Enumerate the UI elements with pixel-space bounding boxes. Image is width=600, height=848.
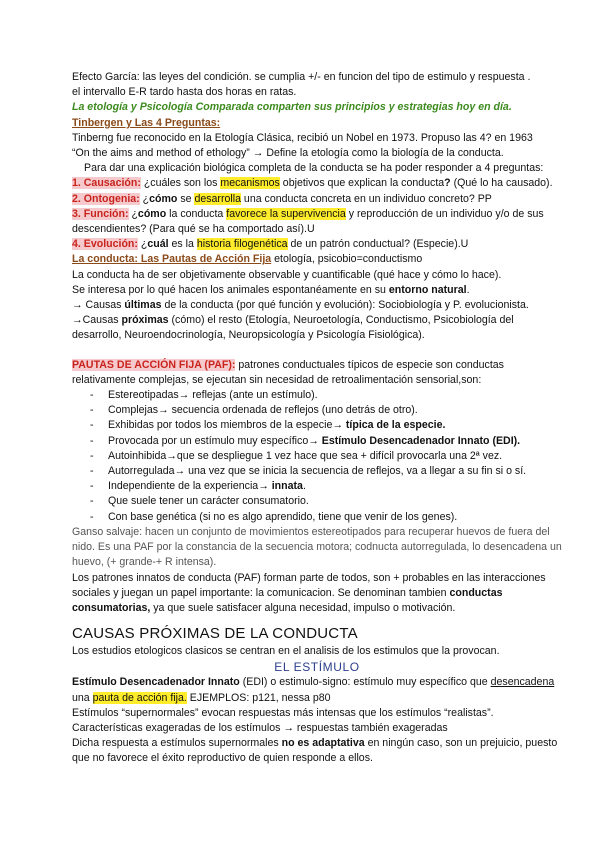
question-evolucion: 4. Evolución: ¿cuál es la historia filogenética de un patrón conductual? (Especie).U [72,238,469,251]
paf-characteristics-list [72,388,562,525]
subheading-estimulo: EL ESTÍMULO [274,660,360,675]
text-line: Características exageradas de los estímulos → respuestas también exageradas [72,721,448,734]
text-paragraph: Dicha respuesta a estímulos supernormales no es adaptativa en ningún caso, son un prejuicio, puesto que no favorece el éxito reproductivo de quien responde a ellos. [72,737,558,765]
text-line: Los estudios etologicos clasicos se centran en el analisis de los estimulos que la provocan. [72,645,500,658]
list-item: - Complejas→ secuencia ordenada de reflejos (uno detrás de otro). [90,403,562,418]
text-line: “On the aims and method of ethology” → Define la etología como la biología de la conducta. [72,147,504,160]
section-heading-causas-proximas: CAUSAS PRÓXIMAS DE LA CONDUCTA [72,625,358,643]
list-item: - Provocada por un estímulo muy específico→ Estímulo Desencadenador Innato (EDI). [90,434,562,449]
text-paragraph: Los patrones innatos de conducta (PAF) forman parte de todos, son + probables en las interacciones sociales y juegan un papel importante: la comunicacion. Se denominan tambien conductas consumatorias, ya que suele satisfacer alguna necesidad, impulso o motivación. [72,571,546,614]
section-heading-conducta: La conducta: Las Pautas de Acción Fija etología, psicobio=conductismo [72,253,423,266]
text-line: Efecto García: las leyes del condición. se cumplia +/- en funcion del tipo de estimulo y respuesta . [72,71,531,83]
text-line: →Causas próximas (cómo) el resto (Etología, Neuroetología, Conductismo, Psicobiología del desarrollo, Neuroendocrinología, Neuropsicología y Psicología Fisiológica). [72,314,514,342]
section-heading-tinbergen: Tinbergen y Las 4 Preguntas: [72,116,221,129]
list-item: - Estereotipadas→ reflejas (ante un estímulo). [90,388,562,403]
list-item: - Independiente de la experiencia→ innata. [90,479,562,494]
list-item: - Autoinhibida→que se despliegue 1 vez hace que sea + difícil provocarla una 2ª vez. [90,449,562,464]
question-ontogenia: 2. Ontogenia: ¿cómo se desarrolla una conducta concreta en un individuo concreto? PP [72,192,492,205]
example-ganso: Ganso salvaje: hacen un conjunto de movimientos estereotipados para recuperar huevos de fuera del nido. Es una PAF por la constancia de la secuencia motora; codnucta autorregulada, lo desencadena un huevo, (+ grande-+ R intensa). [72,525,562,569]
question-causacion: 1. Causación: ¿cuáles son los mecanismos objetivos que explican la conducta? (Qué lo ha causado). [72,177,553,190]
list-item: - Autorregulada→ una vez que se inicia la secuencia de reflejos, va a llegar a su fin si o sí. [90,464,562,479]
paf-definition: PAUTAS DE ACCIÓN FIJA (PAF): patrones conductuales típicos de especie son conductas relativamente complejas, se ejecutan sin necesidad de retroalimentación sensorial,son: [72,358,504,386]
list-item: - Con base genética (si no es algo aprendido, tiene que venir de los genes). [90,510,562,525]
list-item: - Exhibidas por todos los miembros de la especie→ típica de la especie. [90,418,562,433]
document-page [72,70,562,767]
text-line: Estímulos “supernormales” evocan respuestas más intensas que los estímulos “realistas”. [72,706,494,719]
highlight-statement: La etología y Psicología Comparada comparten sus principios y estrategias hoy en día. [72,101,512,114]
text-line: el intervallo E-R tardo hasta dos horas en ratas. [72,86,297,99]
text-line: Se interesa por lo qué hacen los animales espontanéamente en su entorno natural. [72,283,470,296]
list-item: - Que suele tener un carácter consumatorio. [90,494,562,509]
text-line: Tinberng fue reconocido en la Etología Clásica, recibió un Nobel en 1973. Propuso las 4? en 1963 [72,131,533,144]
question-funcion: 3. Función: ¿cómo la conducta favorece la supervivencia y reproducción de un individuo y/o de sus descendientes? (Para qué se ha comportado así).U [72,207,544,236]
text-line: Para dar una explicación biológica completa de la conducta se ha poder responder a 4 preguntas: [84,162,544,175]
edi-definition: Estímulo Desencadenador Innato (EDI) o estimulo-signo: estímulo muy específico que desencadena una pauta de acción fija. EJEMPLOS: p121, nessa p80 [72,676,555,704]
text-line: La conducta ha de ser objetivamente observable y cuantificable (qué hace y cómo lo hace). [72,268,502,281]
text-line: → Causas últimas de la conducta (por qué función y evolución): Sociobiología y P. evolucionista. [72,299,529,312]
